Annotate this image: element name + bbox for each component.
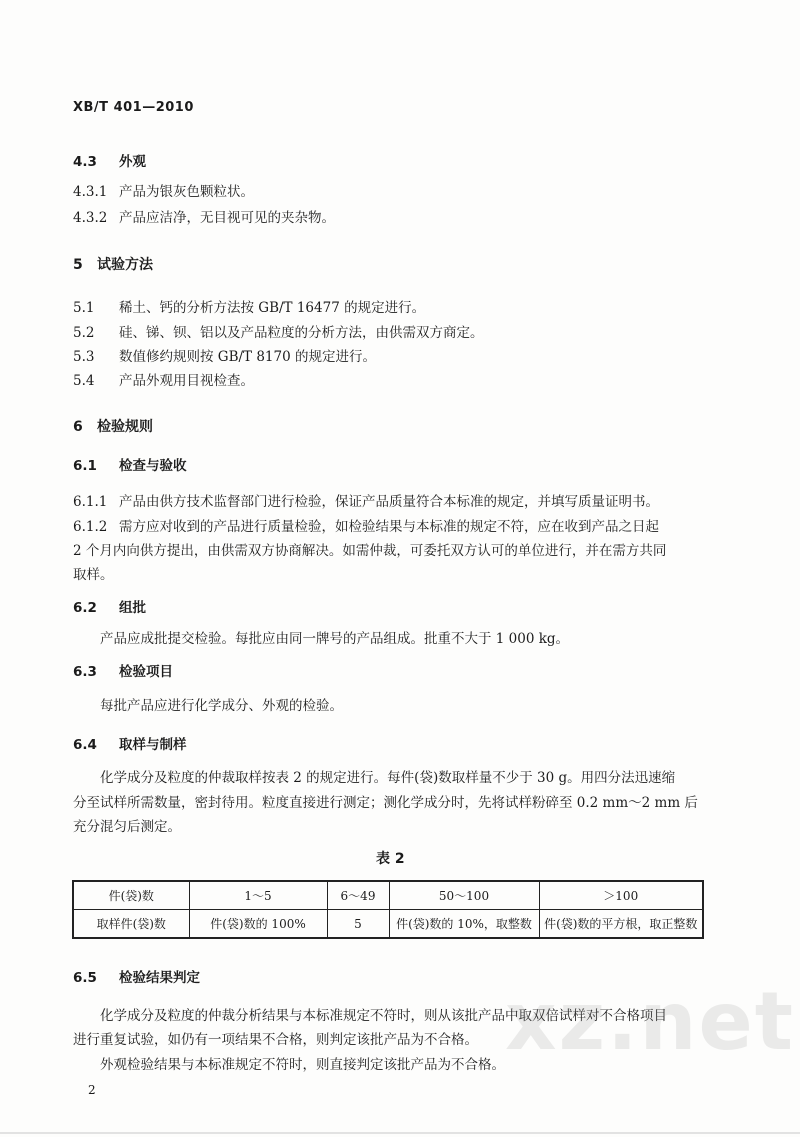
clause-4-3-2 bbox=[73, 206, 335, 226]
section-title: 检验结果判定 bbox=[119, 970, 200, 986]
section-title: 取样与制样 bbox=[119, 737, 187, 753]
clause-6-1-2-line3: 取样。 bbox=[73, 567, 114, 583]
clause-number: 5.4 bbox=[73, 373, 95, 389]
clause-text: 需方应对收到的产品进行质量检验，如检验结果与本标准的规定不符，应在收到产品之日起 bbox=[119, 519, 659, 535]
section-number: 6.2 bbox=[73, 600, 97, 616]
table-cell: 件(袋)数的平方根，取正整数 bbox=[539, 910, 703, 939]
section-number: 6.4 bbox=[73, 737, 97, 753]
page-bottom-edge bbox=[0, 1132, 800, 1134]
section-6-1-heading bbox=[73, 454, 187, 474]
clause-6-5-line1: 化学成分及粒度的仲裁分析结果与本标准规定不符时，则从该批产品中取双倍试样对不合格项目 bbox=[100, 1008, 667, 1024]
clause-5-4 bbox=[73, 369, 254, 389]
table-row bbox=[73, 881, 703, 910]
section-title: 外观 bbox=[119, 154, 146, 170]
clause-6-2-text: 产品应成批提交检验。每批应由同一牌号的产品组成。批重不大于 1 000 kg。 bbox=[100, 631, 570, 647]
clause-text: 数值修约规则按 GB/T 8170 的规定进行。 bbox=[119, 349, 376, 365]
clause-6-3-text: 每批产品应进行化学成分、外观的检验。 bbox=[100, 698, 343, 714]
clause-6-1-2-line2: 2 个月内向供方提出，由供需双方协商解决。如需仲裁，可委托双方认可的单位进行，并在需方共同 bbox=[73, 543, 667, 559]
section-number: 6.3 bbox=[73, 664, 97, 680]
clause-6-5-line2: 进行重复试验，如仍有一项结果不合格，则判定该批产品为不合格。 bbox=[73, 1032, 478, 1048]
table-cell: 件(袋)数的 10%，取整数 bbox=[389, 910, 539, 939]
section-title: 试验方法 bbox=[97, 257, 153, 273]
section-title: 检查与验收 bbox=[119, 458, 187, 474]
clause-5-1 bbox=[73, 296, 425, 316]
clause-number: 5.2 bbox=[73, 325, 95, 341]
table-caption: 表 2 bbox=[376, 851, 405, 867]
table-cell: 取样件(袋)数 bbox=[73, 910, 189, 939]
clause-number: 6.1.2 bbox=[73, 519, 108, 535]
document-header: XB/T 401—2010 bbox=[73, 100, 194, 115]
clause-6-1-2-line1 bbox=[73, 515, 659, 535]
table-cell: 6～49 bbox=[327, 881, 389, 910]
section-6-heading bbox=[73, 416, 153, 436]
clause-number: 5.3 bbox=[73, 349, 95, 365]
clause-6-5-line3: 外观检验结果与本标准规定不符时，则直接判定该批产品为不合格。 bbox=[100, 1057, 505, 1073]
clause-text: 产品应洁净，无目视可见的夹杂物。 bbox=[119, 210, 335, 226]
table-cell: 50～100 bbox=[389, 881, 539, 910]
section-6-4-heading bbox=[73, 733, 187, 753]
table-cell: 件(袋)数 bbox=[73, 881, 189, 910]
section-title: 检验项目 bbox=[119, 664, 173, 680]
section-number: 4.3 bbox=[73, 154, 97, 170]
watermark: xz.net bbox=[505, 975, 796, 1068]
clause-text: 稀土、钙的分析方法按 GB/T 16477 的规定进行。 bbox=[119, 300, 426, 316]
clause-number: 4.3.1 bbox=[73, 184, 108, 200]
section-4-3-heading bbox=[73, 150, 146, 170]
clause-5-2 bbox=[73, 321, 484, 341]
section-6-5-heading bbox=[73, 966, 200, 986]
clause-number: 5.1 bbox=[73, 300, 95, 316]
clause-text: 硅、锑、钡、铝以及产品粒度的分析方法，由供需双方商定。 bbox=[119, 325, 484, 341]
section-title: 检验规则 bbox=[97, 419, 153, 435]
clause-6-1-1 bbox=[73, 490, 659, 510]
section-number: 6 bbox=[73, 419, 83, 435]
clause-5-3 bbox=[73, 345, 376, 365]
clause-6-4-line2: 分至试样所需数量，密封待用。粒度直接进行测定；测化学成分时，先将试样粉碎至 0.2 mm～2 mm 后 bbox=[73, 795, 698, 811]
clause-4-3-1 bbox=[73, 180, 254, 200]
clause-6-4-line3: 充分混匀后测定。 bbox=[73, 819, 181, 835]
clause-6-4-line1: 化学成分及粒度的仲裁取样按表 2 的规定进行。每件(袋)数取样量不少于 30 g。用四分法迅速缩 bbox=[100, 770, 676, 786]
clause-number: 6.1.1 bbox=[73, 494, 108, 510]
table-cell: 5 bbox=[327, 910, 389, 939]
section-number: 6.1 bbox=[73, 458, 97, 474]
table-row bbox=[73, 910, 703, 939]
sampling-table bbox=[72, 880, 704, 939]
section-5-heading bbox=[73, 254, 153, 274]
clause-text: 产品为银灰色颗粒状。 bbox=[119, 184, 254, 200]
section-number: 6.5 bbox=[73, 970, 97, 986]
table-cell: 1～5 bbox=[189, 881, 327, 910]
table-cell: 件(袋)数的 100% bbox=[189, 910, 327, 939]
section-6-3-heading bbox=[73, 660, 173, 680]
section-6-2-heading bbox=[73, 596, 146, 616]
section-number: 5 bbox=[73, 257, 83, 273]
clause-text: 产品由供方技术监督部门进行检验，保证产品质量符合本标准的规定，并填写质量证明书。 bbox=[119, 494, 659, 510]
clause-number: 4.3.2 bbox=[73, 210, 108, 226]
table-cell: ＞100 bbox=[539, 881, 703, 910]
section-title: 组批 bbox=[119, 600, 146, 616]
page-number: 2 bbox=[88, 1083, 96, 1097]
clause-text: 产品外观用目视检查。 bbox=[119, 373, 254, 389]
